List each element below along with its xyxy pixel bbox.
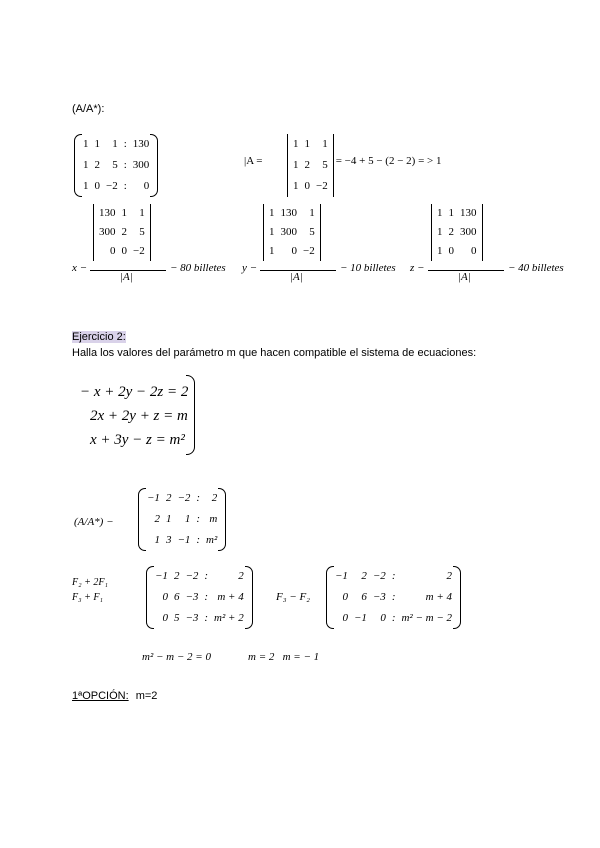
matrix-cell: −2	[372, 570, 386, 582]
matrix-cell: 130	[132, 138, 150, 150]
equation-3: x + 3y − z = m²	[90, 432, 185, 448]
matrix-cell: m + 4	[217, 591, 244, 603]
matrix-cell: 1	[322, 138, 328, 150]
matrix-cell: 0	[121, 245, 127, 257]
matrix-row	[80, 155, 152, 176]
matrix-cell: −2	[133, 245, 145, 257]
matrix-cell: :	[204, 612, 209, 624]
matrix-row	[96, 242, 148, 261]
matrix-cell: 0	[380, 612, 386, 624]
quadratic-equation: m² − m − 2 = 0	[142, 651, 211, 663]
fraction-denominator: |A|	[290, 271, 303, 283]
cramer-variable: z −	[410, 262, 425, 274]
matrix-cell: −2	[303, 245, 315, 257]
matrix-cell: m	[209, 513, 218, 525]
matrix-cell: :	[123, 138, 127, 150]
cramer-fraction-1	[72, 204, 226, 284]
matrix-row	[434, 223, 480, 242]
matrix-cell: 0	[162, 612, 168, 624]
section-label: (A/A*):	[72, 103, 105, 115]
matrix-cell: 6	[173, 591, 180, 603]
matrix-row	[80, 134, 152, 155]
matrix-row	[80, 176, 152, 197]
matrix-cell: −2	[177, 492, 191, 504]
matrix-cell: 1	[293, 180, 299, 192]
matrix-cell: m² + 2	[214, 612, 244, 624]
matrix-cell: 5	[173, 612, 180, 624]
row-operations	[72, 575, 108, 605]
matrix-row	[434, 204, 480, 223]
matrix-cell: −1	[335, 570, 348, 582]
cramer-result: − 10 billetes	[340, 262, 396, 274]
matrix-row	[332, 608, 455, 629]
matrix-cell: −2	[316, 180, 328, 192]
matrix-cell: 2	[154, 513, 160, 525]
matrix-cell: 1	[112, 138, 118, 150]
matrix-cell: 1	[293, 159, 299, 171]
matrix-cell: 0	[291, 245, 297, 257]
matrix-cell: 1	[304, 138, 310, 150]
matrix-row	[96, 204, 148, 223]
matrix-cell: 1	[154, 534, 160, 546]
matrix-cell: −3	[185, 612, 199, 624]
matrix-cell: 1	[448, 207, 454, 219]
exercise-title: Ejercicio 2:	[72, 331, 126, 343]
matrix-row	[266, 242, 318, 261]
cramer-variable: y −	[242, 262, 258, 274]
matrix-cell: 2	[211, 492, 218, 504]
matrix-cell: 0	[448, 245, 454, 257]
matrix-cell: 0	[304, 180, 310, 192]
option-line	[72, 690, 157, 702]
matrix-cell: −2	[185, 570, 199, 582]
matrix-cell: −3	[372, 591, 386, 603]
row-op-1: F₂ + 2F₁	[72, 577, 108, 588]
matrix-cell: 2	[361, 570, 367, 582]
fraction-denominator: |A|	[120, 271, 133, 283]
option-value: m=2	[135, 690, 158, 702]
matrix-cell: 2	[238, 570, 244, 582]
equation-system	[80, 380, 188, 452]
matrix-row	[266, 223, 318, 242]
matrix-row	[96, 223, 148, 242]
matrix-cell: 5	[112, 159, 118, 171]
matrix-cell: 1	[269, 245, 275, 257]
matrix-cell: 5	[309, 226, 315, 238]
matrix-row	[332, 587, 455, 608]
equation-2: 2x + 2y + z = m	[90, 408, 188, 424]
matrix-cell: 1	[269, 226, 275, 238]
matrix-cell: :	[391, 612, 396, 624]
matrix-row	[144, 530, 220, 551]
matrix-cell: 3	[165, 534, 172, 546]
matrix-cell: −3	[185, 591, 199, 603]
matrix-cell: :	[391, 570, 396, 582]
det-a-label: |A =	[244, 155, 263, 167]
det-a-result: = −4 + 5 − (2 − 2) = > 1	[335, 155, 442, 167]
matrix-cell: 1	[437, 226, 443, 238]
matrix-cell: 2	[448, 226, 454, 238]
cramer-fraction-3	[410, 204, 564, 284]
matrix-cell: m² − m − 2	[401, 612, 453, 624]
matrix-cell: :	[196, 492, 201, 504]
matrix-cell: 1	[293, 138, 299, 150]
matrix-cell: −1	[353, 612, 367, 624]
matrix-cell: 130	[99, 207, 116, 219]
matrix-cell: 5	[139, 226, 145, 238]
matrix-cell: :	[123, 159, 127, 171]
matrix-cell: 300	[99, 226, 116, 238]
matrix-cell: 1	[165, 513, 172, 525]
matrix-cell: 0	[471, 245, 477, 257]
augmented-matrix-1	[80, 134, 152, 202]
matrix-row	[290, 155, 331, 176]
matrix-cell: :	[204, 591, 209, 603]
matrix-cell: 2	[94, 159, 100, 171]
matrix-cell: 2	[446, 570, 453, 582]
matrix-cell: 0	[94, 180, 100, 192]
matrix-row	[152, 587, 247, 608]
matrix-cell: 1	[83, 138, 89, 150]
matrix-cell: −1	[155, 570, 168, 582]
matrix-cell: 0	[143, 180, 150, 192]
matrix-row	[144, 509, 220, 530]
matrix-cell: 300	[460, 226, 477, 238]
matrix-row	[152, 566, 247, 587]
matrix-cell: 2	[121, 226, 127, 238]
matrix-cell: 1	[121, 207, 127, 219]
matrix-row	[332, 566, 455, 587]
matrix-cell: 1	[184, 513, 191, 525]
matrix-cell: −1	[177, 534, 191, 546]
step1-matrix	[152, 566, 247, 634]
step2-matrix	[332, 566, 455, 634]
matrix-cell: 0	[342, 591, 348, 603]
row-op-2: F₃ + F₁	[72, 592, 103, 603]
matrix-cell: 1	[437, 207, 443, 219]
matrix-cell: :	[196, 513, 201, 525]
matrix-cell: 300	[132, 159, 150, 171]
aug-label: (A/A*) −	[74, 516, 114, 528]
system-brace	[186, 375, 195, 455]
matrix-cell: 1	[309, 207, 315, 219]
matrix-cell: 2	[173, 570, 180, 582]
option-label: 1ªOPCIÓN:	[72, 690, 129, 702]
matrix-cell: 1	[437, 245, 443, 257]
matrix-row	[266, 204, 318, 223]
matrix-cell: 1	[94, 138, 100, 150]
matrix-cell: m + 4	[425, 591, 453, 603]
matrix-cell: :	[391, 591, 396, 603]
matrix-cell: 0	[342, 612, 348, 624]
matrix-cell: m²	[206, 534, 218, 546]
matrix-row	[434, 242, 480, 261]
matrix-cell: 2	[304, 159, 310, 171]
matrix-row	[144, 488, 220, 509]
matrix-cell: :	[123, 180, 127, 192]
matrix-row	[152, 608, 247, 629]
cramer-fraction-2	[242, 204, 396, 284]
matrix-cell: :	[204, 570, 209, 582]
matrix-cell: 0	[162, 591, 168, 603]
fraction-denominator: |A|	[458, 271, 471, 283]
equation-1: − x + 2y − 2z = 2	[80, 384, 189, 400]
matrix-cell: 1	[83, 180, 89, 192]
exercise-statement: Halla los valores del parámetro m que hacen compatible el sistema de ecuaciones:	[72, 347, 477, 359]
matrix-cell: −1	[147, 492, 160, 504]
quadratic-roots: m = 2 m = − 1	[248, 651, 320, 663]
cramer-result: − 40 billetes	[508, 262, 564, 274]
matrix-cell: 1	[83, 159, 89, 171]
matrix-cell: 1	[269, 207, 275, 219]
matrix-cell: 300	[280, 226, 297, 238]
matrix-cell: 6	[361, 591, 367, 603]
matrix-cell: −2	[106, 180, 118, 192]
matrix-row	[290, 176, 331, 197]
matrix-cell: 0	[110, 245, 116, 257]
matrix-cell: 5	[322, 159, 328, 171]
row-op-mid: F₃ − F₂	[276, 591, 311, 603]
matrix-cell: 1	[139, 207, 145, 219]
matrix-cell: :	[196, 534, 201, 546]
augmented-matrix-2	[144, 488, 220, 556]
cramer-result: − 80 billetes	[170, 262, 226, 274]
matrix-row	[290, 134, 331, 155]
cramer-variable: x −	[72, 262, 88, 274]
matrix-cell: 130	[280, 207, 297, 219]
matrix-cell: 130	[460, 207, 477, 219]
det-a-matrix	[290, 134, 331, 202]
matrix-cell: 2	[165, 492, 172, 504]
